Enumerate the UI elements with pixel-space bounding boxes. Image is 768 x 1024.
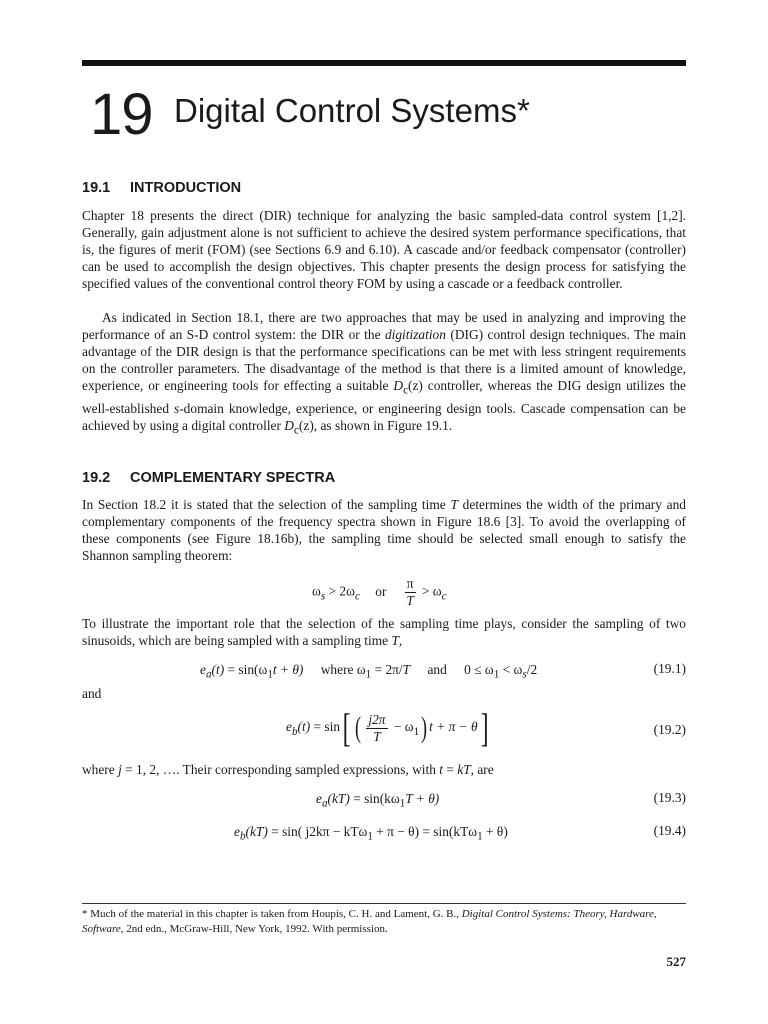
spectra-paragraph-1: In Section 18.2 it is stated that the selection of the sampling time T determines the width of the primary and complementary components of the frequency spectra shown in Figure 18.6 [3]. To avoid the overlapping of these components (see Figure 18.16b), the sampling time should be selected small enough to satisfy the Shannon sampling theorem: (82, 497, 686, 563)
chapter-title: Digital Control Systems* (174, 92, 530, 129)
section-heading-complementary-spectra (82, 470, 335, 486)
left-bracket-icon: [ (342, 705, 351, 750)
chapter-top-rule (82, 60, 686, 66)
section-heading-introduction (82, 180, 241, 196)
intro-paragraph-1: Chapter 18 presents the direct (DIR) technique for analyzing the basic sampled-data control system [1,2]. Generally, gain adjustment alone is not sufficient to achieve the desired system performance specifications, that is, the figures of merit (FOM) (see Sections 6.9 and 6.10). A cascade and/or feedback compensator (controller) can be used to accomplish the design objectives. This chapter presents the design process for satisfying the specified values of the conventional control theory FOM by using a cascade or a feedback controller. (82, 208, 686, 291)
page-number: 527 (666, 954, 686, 969)
spectra-paragraph-3: where j = 1, 2, …. Their corresponding sampled expressions, with t = kT, are (82, 762, 494, 777)
shannon-inequality: $\omega_s > 2\omega_c$ or $\frac{\pi}{T}$ > $\omega_c$ (312, 576, 447, 608)
section-number: 19.2 (82, 470, 111, 486)
equation-number: (19.1) (653, 661, 686, 676)
connector-and: and (82, 686, 102, 701)
section-title: COMPLEMENTARY SPECTRA (130, 470, 336, 486)
right-paren-icon: ) (421, 711, 428, 744)
equation-number: (19.4) (653, 823, 686, 838)
spectra-paragraph-2: To illustrate the important role that the selection of the sampling time plays, consider the sampling of two sinusoids, which are being sampled with a sampling time T, (82, 616, 686, 648)
footnote-rule (82, 903, 686, 904)
equation-19-2: $e_b(t) = \sin$[ ( $\frac{j2\pi}{T}$ − $\omega_1$) t + π − θ] (286, 705, 489, 750)
section-number: 19.1 (82, 180, 111, 196)
equation-number: (19.3) (653, 790, 686, 805)
left-paren-icon: ( (355, 711, 362, 744)
equation-number: (19.2) (653, 722, 686, 737)
pi-over-T-fraction: $\frac{\pi}{T}$ (406, 576, 414, 608)
chapter-number: 19 (90, 82, 153, 147)
footnote: * Much of the material in this chapter is taken from Houpis, C. H. and Lament, G. B., Digital Control Systems: Theory, Hardware, Software, 2nd edn., McGraw-Hill, New York, 1992. With permission. (82, 908, 657, 935)
section-title: INTRODUCTION (130, 180, 242, 196)
equation-19-3: $e_a(kT) = \sin(k\omega_1T + \theta)$ (316, 791, 440, 810)
j2pi-over-T-fraction: $\frac{j2\pi}{T}$ (368, 711, 386, 744)
equation-19-4: $e_b(kT) = \sin$( j2kπ − kTω$_1$ + π − θ) = sin(kTω$_1$ + θ) (234, 824, 508, 843)
equation-19-1: $e_a(t) = \sin(\omega_1t + \theta)$ where $\omega_1 = 2\pi/T$ and $0 \le \omega_1 < \omega_s/2$ (200, 662, 538, 681)
right-bracket-icon: ] (480, 705, 489, 750)
intro-paragraph-2: As indicated in Section 18.1, there are two approaches that may be used in analyzing and improving the performance of an S-D control system: the DIR or the digitization (DIG) control design techniques. The main advantage of the DIR design is that the performance specifications can be met with less stringent requirements on the controller parameters. The disadvantage of the method is that there is a limited amount of knowledge, experience, or engineering tools for effecting a suitable $D_c(z)$ controller, whereas the DIG design utilizes the well-established s-domain knowledge, experience, or engineering design tools. Cascade compensation can be achieved by using a digital controller $D_c(z)$, as shown in Figure 19.1. (82, 310, 687, 437)
